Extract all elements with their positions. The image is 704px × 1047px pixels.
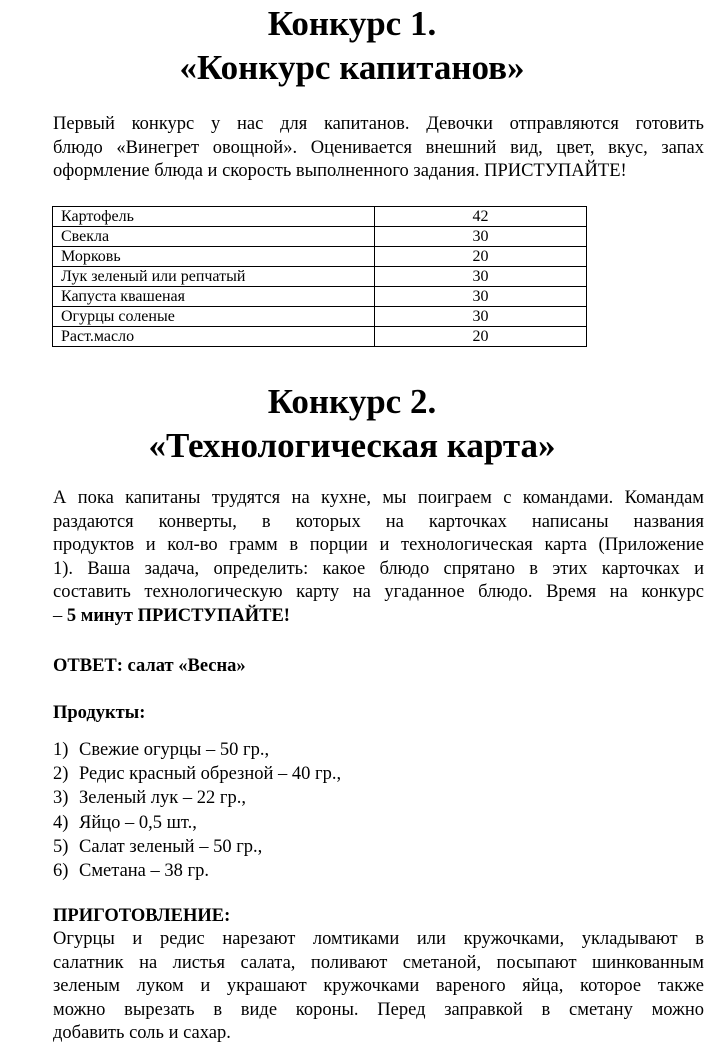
ingredient-name-cell: Раст.масло bbox=[53, 327, 375, 347]
ingredient-name-cell: Свекла bbox=[53, 227, 375, 247]
vinaigrette-ingredients-table bbox=[52, 206, 587, 347]
paragraph-last-line bbox=[53, 605, 704, 629]
paragraph-line: добавить соль и сахар. bbox=[53, 1023, 231, 1043]
ingredient-value-cell: 30 bbox=[375, 307, 587, 327]
table-row bbox=[53, 247, 587, 267]
list-item-text: Яйцо – 0,5 шт., bbox=[79, 812, 197, 833]
table-row bbox=[53, 267, 587, 287]
table-row bbox=[53, 207, 587, 227]
list-item bbox=[53, 738, 341, 762]
list-item-text: Свежие огурцы – 50 гр., bbox=[79, 740, 270, 760]
preparation-paragraph bbox=[53, 928, 704, 1046]
paragraph-line: салатник на листья салата, поливают сметаной, посыпают шинкованным bbox=[53, 952, 704, 973]
list-number: 3) bbox=[53, 788, 69, 809]
list-item bbox=[53, 762, 341, 786]
list-number: 4) bbox=[53, 812, 69, 833]
contest2-title-line2: «Технологическая карта» bbox=[148, 426, 556, 465]
contest1-title-line1: Конкурс 1. bbox=[267, 4, 437, 43]
list-number: 6) bbox=[53, 861, 69, 882]
contest2-intro-paragraph bbox=[53, 487, 704, 628]
dash-prefix: – bbox=[53, 605, 67, 626]
contest1-title-line2: «Конкурс капитанов» bbox=[179, 48, 525, 87]
answer-heading: ОТВЕТ: салат «Весна» bbox=[53, 656, 246, 676]
ingredient-name-cell: Морковь bbox=[53, 247, 375, 267]
paragraph-line: Огурцы и редис нарезают ломтиками или кружочками, укладывают в bbox=[53, 929, 704, 949]
paragraph-line: оформление блюда и скорость выполненного задания. ПРИСТУПАЙТЕ! bbox=[53, 161, 627, 181]
list-item bbox=[53, 786, 341, 810]
list-number: 1) bbox=[53, 740, 69, 760]
table-row bbox=[53, 227, 587, 247]
ingredient-value-cell: 20 bbox=[375, 327, 587, 347]
products-list bbox=[53, 738, 341, 883]
list-item bbox=[53, 811, 341, 835]
ingredient-value-cell: 30 bbox=[375, 287, 587, 307]
ingredient-name-cell: Лук зеленый или репчатый bbox=[53, 267, 375, 287]
ingredient-value-cell: 20 bbox=[375, 247, 587, 267]
time-limit-text: 5 минут ПРИСТУПАЙТЕ! bbox=[66, 605, 290, 626]
paragraph-line: 1). Ваша задача, определить: какое блюдо спрятано в этих карточках и bbox=[53, 558, 704, 579]
ingredient-name-cell: Картофель bbox=[53, 207, 375, 227]
paragraph-line: блюдо «Винегрет овощной». Оценивается внешний вид, цвет, вкус, запах bbox=[53, 137, 704, 158]
list-item bbox=[53, 859, 341, 883]
table-row bbox=[53, 287, 587, 307]
contest2-title-line1: Конкурс 2. bbox=[267, 382, 437, 421]
paragraph-line: зеленым луком и украшают кружочками вареного яйца, которое также bbox=[53, 976, 704, 996]
ingredient-value-cell: 30 bbox=[375, 267, 587, 287]
paragraph-line: Первый конкурс у нас для капитанов. Девочки отправляются готовить bbox=[53, 114, 704, 134]
products-heading: Продукты: bbox=[53, 703, 146, 723]
list-item bbox=[53, 835, 341, 859]
list-item-text: Зеленый лук – 22 гр., bbox=[79, 788, 246, 809]
ingredient-name-cell: Огурцы соленые bbox=[53, 307, 375, 327]
ingredient-value-cell: 42 bbox=[375, 207, 587, 227]
list-item-text: Салат зеленый – 50 гр., bbox=[79, 836, 263, 857]
paragraph-line: составить технологическую карту на угаданное блюдо. Время на конкурс bbox=[53, 582, 704, 602]
list-number: 5) bbox=[53, 836, 69, 857]
preparation-heading: ПРИГОТОВЛЕНИЕ: bbox=[53, 906, 231, 926]
paragraph-line: раздаются конверты, в которых на карточках написаны названия bbox=[53, 511, 704, 532]
list-number: 2) bbox=[53, 764, 69, 785]
paragraph-line: можно вырезать в виде короны. Перед заправкой в сметану можно bbox=[53, 999, 704, 1020]
list-item-text: Сметана – 38 гр. bbox=[79, 861, 209, 882]
table-row bbox=[53, 327, 587, 347]
paragraph-line: продуктов и кол-во грамм в порции и технологическая карта (Приложение bbox=[53, 535, 704, 555]
list-item-text: Редис красный обрезной – 40 гр., bbox=[79, 764, 342, 785]
table-row bbox=[53, 307, 587, 327]
ingredient-value-cell: 30 bbox=[375, 227, 587, 247]
ingredient-name-cell: Капуста квашеная bbox=[53, 287, 375, 307]
contest1-intro-paragraph bbox=[53, 113, 704, 184]
paragraph-line: А пока капитаны трудятся на кухне, мы поиграем с командами. Командам bbox=[53, 488, 704, 508]
